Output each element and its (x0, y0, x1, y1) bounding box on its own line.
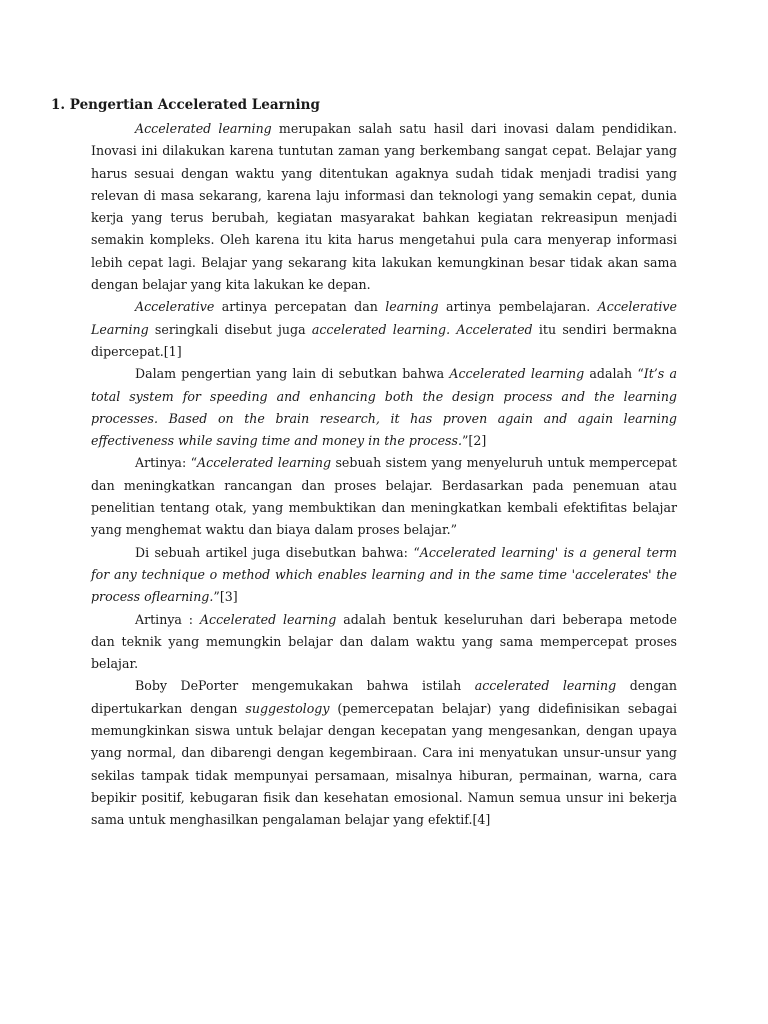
text-run: adalah “ (584, 366, 644, 382)
section-heading: 1. Pengertian Accelerated Learning (51, 97, 320, 113)
paragraph (91, 542, 677, 609)
text-run: itu sendiri bermakna dipercepat.[1] (91, 321, 678, 359)
italic-text: Accelerative (135, 299, 215, 315)
italic-text: Accelerated learning (197, 455, 332, 471)
paragraph (91, 363, 677, 452)
text-run: adalah bentuk keseluruhan dari beberapa metode dan teknik yang memungkin belajar dan dalam waktu yang sama mempercepat proses belajar. (91, 611, 677, 672)
text-run: dengan dipertukarkan dengan (91, 678, 678, 716)
italic-text: It’s a total system for speeding and enhancing both the design process and the learning processes. Based on the brain research, it has proven again and again learning effectiveness while saving time and money in the process. (91, 366, 677, 449)
text-run: (pemercepatan belajar) yang didefinisikan sebagai memungkinkan siswa untuk belajar dengan kecepatan yang mengesankan, dengan upaya yang normal, dan dibarengi dengan kegembiraan. Cara ini menyatukan unsur-unsur yang sekilas tampak tidak mempunyai persamaan, misalnya hiburan, permainan, warna, cara bepikir positif, kebugaran fisik dan kesehatan emosional. Namun semua unsur ini bekerja sama untuk menghasilkan pengalaman belajar yang efektif.[4] (91, 700, 677, 828)
italic-text: learning (385, 299, 439, 315)
paragraph (91, 609, 677, 676)
italic-text: Accelerated learning (135, 121, 272, 136)
document-body (91, 118, 677, 832)
italic-text: suggestology (245, 700, 330, 716)
paragraph (91, 675, 677, 831)
paragraph (91, 118, 677, 296)
text-run: artinya pembelajaran. (438, 299, 598, 315)
text-run: Boby DePorter mengemukakan bahwa istilah (135, 678, 475, 694)
text-run: sebuah sistem yang menyeluruh untuk mempercepat dan meningkatkan rancangan dan proses belajar. Berdasarkan pada penemuan atau penelitian tentang otak, yang membuktikan dan meningkatkan kembali efektifitas belajar yang menghemat waktu dan biaya dalam proses belajar.” (91, 455, 677, 538)
italic-text: accelerated learning. Accelerated (311, 321, 533, 337)
text-run: Di sebuah artikel juga disebutkan bahwa: “ (135, 544, 420, 560)
paragraph (91, 296, 677, 363)
text-run: seringkali disebut juga (148, 321, 312, 337)
italic-text: Accelerated learning (449, 366, 585, 382)
italic-text: accelerated learning (474, 678, 617, 694)
italic-text: Accelerated learning' is a general term for any technique o method which enables learning and in the same time 'accelerates' the process oflearning. (91, 544, 677, 605)
italic-text: Accelerated learning (199, 611, 337, 627)
text-run: artinya percepatan dan (214, 299, 386, 315)
text-run: merupakan salah satu hasil dari inovasi dalam pendidikan. Inovasi ini dilakukan karena tuntutan zaman yang berkembang sangat cepat. Belajar yang harus sesuai dengan waktu yang ditentukan agaknya sudah tidak menjadi tradisi yang relevan di masa sekarang, karena laju informasi dan teknologi yang semakin cepat, dunia kerja yang terus berubah, kegiatan masyarakat bahkan kegiatan rekreasipun menjadi semakin kompleks. Oleh karena itu kita harus mengetahui pula cara menyerap informasi lebih cepat lagi. Belajar yang sekarang kita lakukan kemungkinan besar tidak akan sama dengan belajar yang kita lakukan ke depan. (91, 121, 677, 293)
italic-text: Accelerative Learning (91, 299, 677, 337)
text-run: Dalam pengertian yang lain di sebutkan bahwa (135, 366, 450, 382)
text-run: ”[2] (461, 433, 487, 449)
text-run: ”[3] (213, 589, 238, 605)
text-run: Artinya: “ (135, 455, 198, 471)
paragraph (91, 452, 677, 541)
text-run: Artinya : (135, 611, 200, 627)
